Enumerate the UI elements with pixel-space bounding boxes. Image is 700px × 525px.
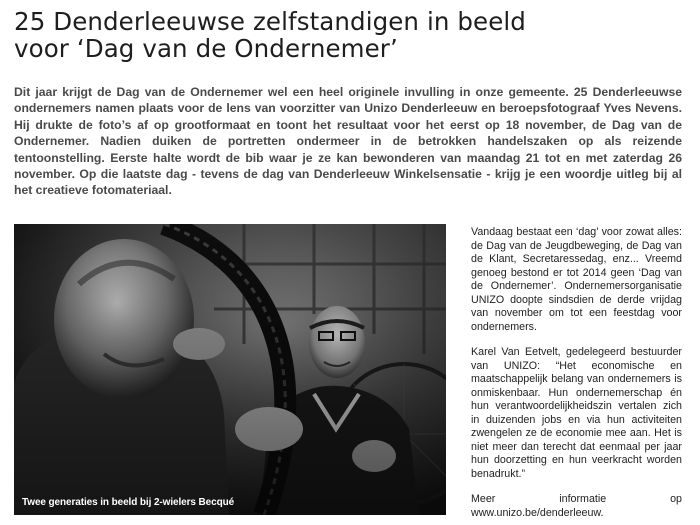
photo-caption: Twee generaties in beeld bij 2-wielers Becqué [22,497,235,508]
photo-illustration [14,224,446,515]
more-info-op: op [670,493,682,505]
more-info [471,493,682,520]
more-info-meer: Meer [471,493,496,505]
article-lead: Dit jaar krijgt de Dag van de Ondernemer wel een heel originele invulling in onze gemeente. 25 Denderleeuwse ondernemers namen plaats voor de lens van voorzitter van Unizo Denderleeuw en beroepsfotograaf Yves Nevens. Hij drukte de foto’s af op grootformaat en toont het resultaat voor het eerst op 18 november, de Dag van de Ondernemer. Nadien duiken de portretten ondermeer in de betrokken handelszaken op als reizende tentoonstelling. Eerste halte wordt de bib waar je ze kan bewonderen van maandag 21 tot en met zaterdag 26 november. Op die laatste dag - tevens de dag van Denderleeuw Winkelsensatie - krijg je een woordje uitleg bij al het creatieve fotomateriaal. [14,85,682,198]
article-headline [14,8,694,62]
info-url-link[interactable]: www.unizo.be/denderleeuw. [471,506,604,519]
body-paragraph-1: Vandaag bestaat een ‘dag’ voor zowat alles: de Dag van de Jeugdbeweging, de Dag van de Klant, Secretaressedag, enz... Vreemd genoeg bestond er tot 2014 geen ‘Dag van de Ondernemer’. Ondernemersorganisatie UNIZO doopte sindsdien de derde vrijdag van november om tot een feestdag voor ondernemers. [471,226,682,333]
headline-line-1: 25 Denderleeuwse zelfstandigen in beeld [14,7,526,36]
body-paragraph-2: Karel Van Eetvelt, gedelegeerd bestuurder van UNIZO: “Het economische en maatschappelijk belang van ondernemers is onmiskenbaar. Hun ondernemerschap én hun verantwoordelijkheidszin vertalen zich in duizenden jobs en via hun activiteiten zwengelen ze de economie mee aan. Het is niet meer dan terecht dat eenmaal per jaar hun doorzetting en hun veerkracht worden benadrukt.” [471,346,682,480]
more-info-row [471,493,682,507]
article-photo [14,224,446,515]
more-info-informatie: informatie [559,493,607,505]
article-body [471,226,682,520]
headline-line-2: voor ‘Dag van de Ondernemer’ [14,34,398,63]
